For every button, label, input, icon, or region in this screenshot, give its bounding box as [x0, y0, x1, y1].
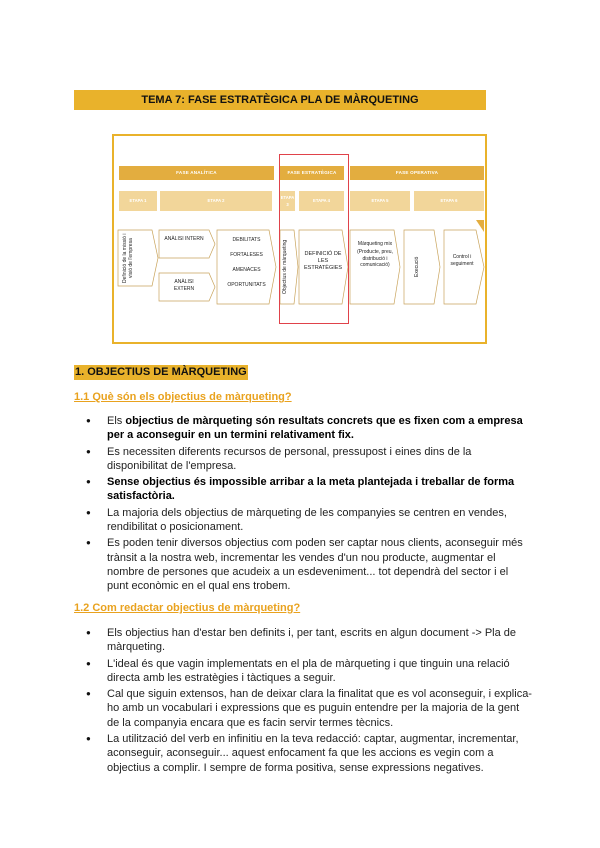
objectives-definition-list	[72, 414, 532, 596]
stage-4: ETAPA 4	[299, 191, 344, 211]
section-heading: 1. OBJECTIUS DE MÀRQUETING	[75, 366, 247, 378]
step1-text: Definició de la missió i visió de l'empresa	[122, 233, 134, 283]
page-title: TEMA 7: FASE ESTRATÈGICA PLA DE MÀRQUETING	[74, 90, 486, 110]
execution-text: Execució	[414, 256, 420, 278]
arrow-shape-control	[444, 230, 484, 304]
objectives-text: Objectius de màrqueting	[282, 239, 288, 295]
stage-1: ETAPA 1	[119, 191, 157, 211]
arrow-shape-analisi-intern	[159, 230, 215, 258]
dafo-fortaleses: FORTALESES	[230, 252, 263, 258]
strategic-phase-highlight	[279, 154, 349, 324]
dafo-oportunitats: OPORTUNITATS	[227, 282, 266, 288]
arrow-corner-decoration	[476, 220, 484, 232]
list-item: ● La utilització del verb en infinitiu en la teva redacció: captar, augmentar, incrementar, aconseguir, aconseguir... aquest enfocament fa que les accions es vegin com a objectius a complir. I sempre de forma positiva, sense expressions negatives.	[72, 732, 532, 775]
list-item: ● La majoria dels objectius de màrqueting de les companyies se centren en vendes, rendibilitat o posicionament.	[72, 506, 532, 535]
phase-estrategica: FASE ESTRATÈGICA	[280, 166, 344, 180]
analisi-extern: ANÀLISI EXTERN	[173, 279, 195, 292]
marketing-plan-diagram	[112, 134, 487, 344]
list-item: ● Sense objectius és impossible arribar a la meta plantejada i treballar de forma satisfactòria.	[72, 475, 532, 504]
control-text: Control i seguiment	[450, 254, 474, 267]
list-item: ● Els objectius de màrqueting són resultats concrets que es fixen com a empresa per a aconseguir en un termini relativament fix.	[72, 414, 532, 443]
list-item: ● Cal que siguin extensos, han de deixar clara la finalitat que es vol aconseguir, i explica-ho amb un vocabulari i expressions que es puguin entendre per la majoria de la gent de la companyia encara que es facin servir termes tècnics.	[72, 687, 532, 730]
list-item: ● Es necessiten diferents recursos de personal, pressupost i eines dins de la disponibilitat de l'empresa.	[72, 445, 532, 474]
dafo-debilitats: DEBILITATS	[232, 237, 261, 243]
stage-3: ETAPA 3	[280, 191, 295, 211]
list-item: ● Es poden tenir diversos objectius com poden ser captar nous clients, aconseguir més trànsit a la nostra web, incrementar les vendes d'un nou producte, augmentar el nombre de persones que acudeix a un esdeveniment... tot dependrà del sector i el punt econòmic en el qual ens trobem.	[72, 536, 532, 593]
mix-title: Màrqueting mix	[357, 241, 393, 247]
analisi-intern: ANÀLISI INTERN	[164, 236, 204, 242]
mix-detail: (Producte, preu, distribució i comunicació)	[357, 249, 393, 268]
stage-2: ETAPA 2	[160, 191, 272, 211]
subheading-1-1: 1.1 Què són els objectius de màrqueting?	[74, 391, 292, 403]
strategies-text: DEFINICIÓ DE LES ESTRATÈGIES	[304, 251, 343, 271]
phase-analitica: FASE ANALÍTICA	[119, 166, 274, 180]
dafo-amenaces: AMENACES	[232, 267, 261, 273]
writing-objectives-list	[72, 626, 532, 777]
list-item: ● Els objectius han d'estar ben definits i, per tant, escrits en algun document -> Pla de màrqueting.	[72, 626, 532, 655]
subheading-1-2: 1.2 Com redactar objectius de màrqueting?	[74, 602, 301, 614]
stage-6: ETAPA 6	[414, 191, 484, 211]
phase-operativa: FASE OPERATIVA	[350, 166, 484, 180]
list-item: ● L'ideal és que vagin implementats en el pla de màrqueting i que tinguin una relació directa amb les estratègies i tàctiques a seguir.	[72, 657, 532, 686]
stage-5: ETAPA 5	[350, 191, 410, 211]
